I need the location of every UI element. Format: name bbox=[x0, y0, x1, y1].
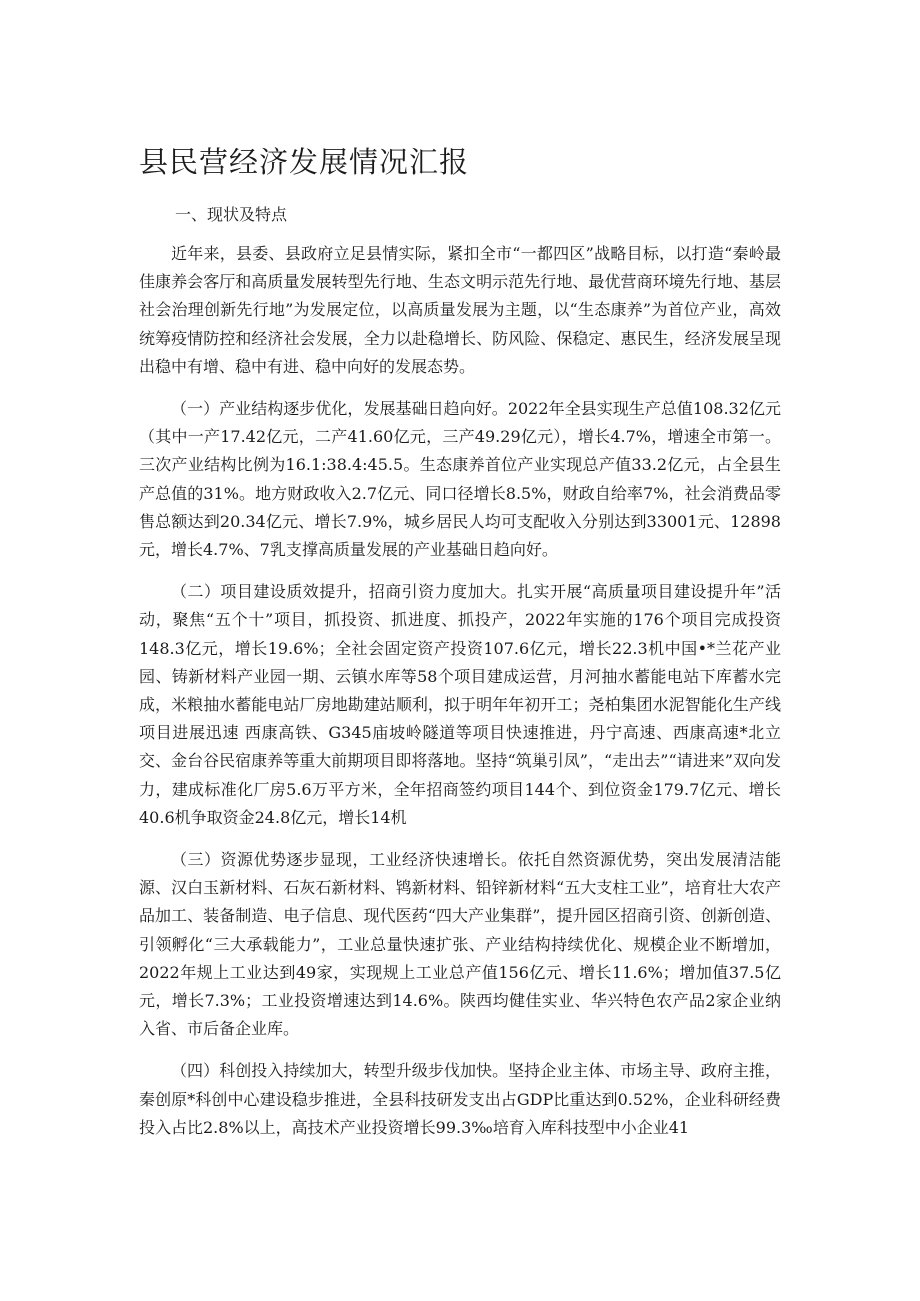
paragraph-industry-structure: （一）产业结构逐步优化，发展基础日趋向好。2022年全县实现生产总值108.32亿元（其中一产17.42亿元，二产41.60亿元，三产49.29亿元），增长4.7%，增速全市第一。三次产业结构比例为16.1:38.4:45.5。生态康养首位产业实现总产值33.2亿元，占全县生产总值的31%。地方财政收入2.7亿元、同口径增长8.5%，财政自给率7%，社会消费品零售总额达到20.34亿元、增长7.9%，城乡居民人均可支配收入分别达到33001元、12898元，增长4.7%、7乳支撑高质量发展的产业基础日趋向好。 bbox=[139, 399, 781, 560]
paragraph-resource-advantage: （三）资源优势逐步显现，工业经济快速增长。依托自然资源优势，突出发展清洁能源、汉白玉新材料、石灰石新材料、鸨新材料、铅锌新材料“五大支柱工业”，培育壮大农产品加工、装备制造、电子信息、现代医药“四大产业集群”，提升园区招商引资、创新创造、引领孵化“三大承载能力”，工业总量快速扩张、产业结构持续优化、规模企业不断增加，2022年规上工业达到49家，实现规上工业总产值156亿元、增长11.6%；增加值37.5亿元，增长7.3%；工业投资增速达到14.6%。陕西均健佳实业、华兴特色农产品2家企业纳入省、市后备企业库。 bbox=[139, 850, 781, 1039]
paragraph-overview: 近年来，县委、县政府立足县情实际，紧扣全市“一都四区”战略目标，以打造“秦岭最佳康养会客厅和高质量发展转型先行地、生态文明示范先行地、最优营商环境先行地、基层社会治理创新先行地”为发展定位，以高质量发展为主题，以“生态康养”为首位产业，高效统筹疫情防控和经济社会发展，全力以赴稳增长、防风险、保稳定、惠民生，经济发展呈现出稳中有增、稳中有进、稳中向好的发展态势。 bbox=[139, 244, 781, 376]
paragraph-innovation-investment: （四）科创投入持续加大，转型升级步伐加快。坚持企业主体、市场主导、政府主推，秦创原*科创中心建设稳步推进，全县科技研发支出占GDP比重达到0.52%，企业科研经费投入占比2.8%以上，高技术产业投资增长99.3‰培育入库科技型中小企业41 bbox=[139, 1061, 781, 1137]
document-body bbox=[139, 240, 781, 1156]
section-heading: 一、现状及特点 bbox=[175, 205, 288, 224]
document-title: 县民营经济发展情况汇报 bbox=[139, 145, 470, 179]
paragraph-project-construction: （二）项目建设质效提升，招商引资力度加大。扎实开展“高质量项目建设提升年”活动，聚焦“五个十”项目，抓投资、抓进度、抓投产，2022年实施的176个项目完成投资148.3亿元，增长19.6%；全社会固定资产投资107.6亿元，增长22.3机中国•*兰花产业园、铸新材料产业园一期、云镇水库等58个项目建成运营，月河抽水蓄能电站下库蓄水完成，米粮抽水蓄能电站厂房地勘建站顺利，拟于明年年初开工；尧柏集团水泥智能化生产线项目进展迅速 西康高铁、G345庙坡岭隧道等项目快速推进，丹宁高速、西康高速*北立交、金台谷民宿康养等重大前期项目即将落地。坚持“筑巢引凤”，“走出去”“请进来”双向发力，建成标准化厂房5.6万平方米，全年招商签约项目144个、到位资金179.7亿元、增长40.6机争取资金24.8亿元，增长14机 bbox=[139, 582, 781, 827]
